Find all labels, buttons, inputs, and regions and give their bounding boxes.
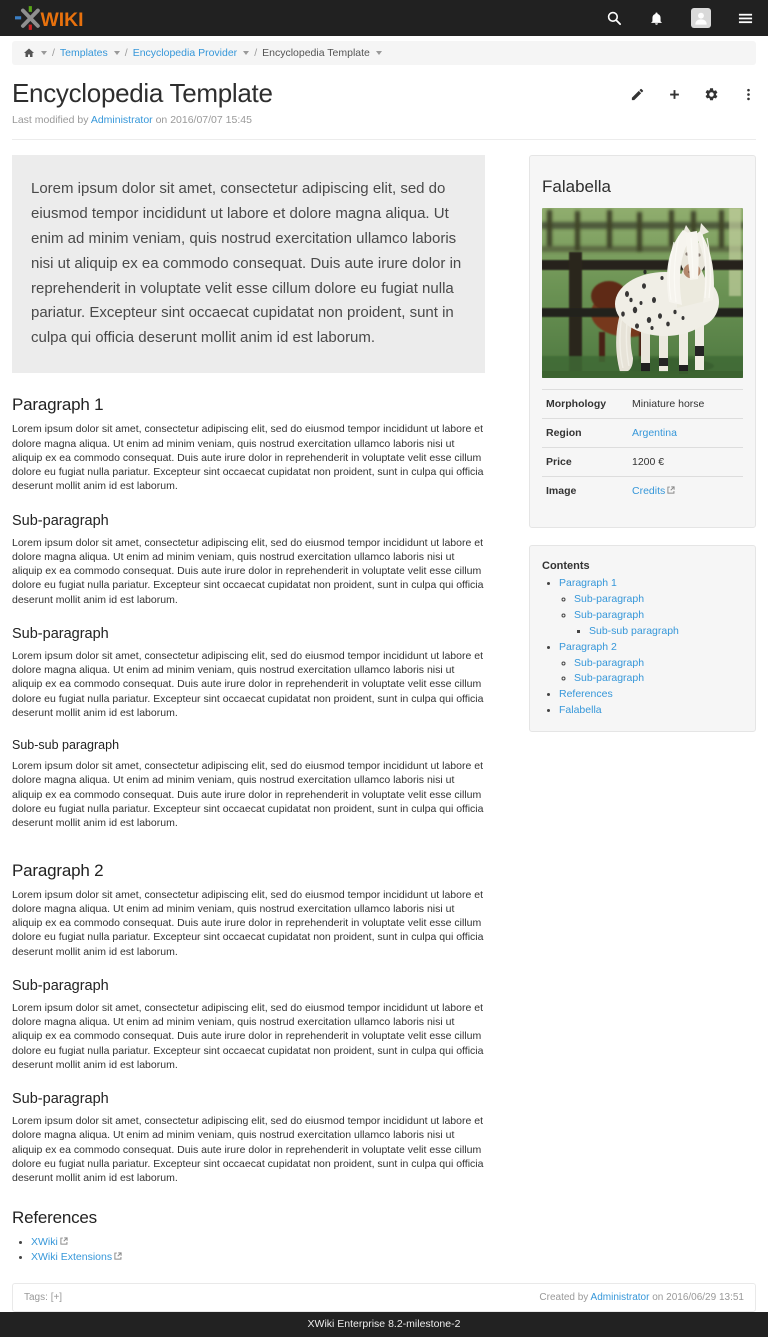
section-paragraph-2 [12,861,485,959]
page-title: Encyclopedia Template [12,78,273,108]
contents-panel [529,545,756,732]
list-item [574,592,743,607]
section-heading: Paragraph 1 [12,395,104,415]
created-by-line: Created by Administrator on 2016/06/29 13:51 [539,1292,744,1304]
section-heading: Paragraph 2 [12,860,104,880]
user-avatar[interactable] [691,8,711,28]
infobox-table [542,389,743,505]
image-credits-link[interactable]: Credits [632,485,666,497]
toc-link-paragraph-2[interactable]: Paragraph 2 [559,640,617,653]
toc-link-sub-sub-paragraph[interactable]: Sub-sub paragraph [589,624,679,637]
external-link-icon [114,1252,122,1260]
section-sub-paragraph [12,626,485,720]
list-item [559,703,743,718]
add-tag-button[interactable]: [+] [50,1292,63,1304]
reference-link-xwiki-extensions[interactable]: XWiki Extensions [31,1251,113,1264]
section-body: Lorem ipsum dolor sit amet, consectetur adipiscing elit, sed do eiusmod tempor incididunt ut labore et dolore magna aliqua. Ut enim ad minim veniam, quis nostrud exercitation ullamco laboris nisi ut aliquip ex ea commodo consequat. Duis aute irure dolor in reprehenderit in voluptate velit esse cillum dolore eu fugiat nulla pariatur. Excepteur sint occaecat cupidatat non proident, sunt in culpa qui officia deserunt mollit anim id est laborum. [12,1001,484,1071]
external-link-icon [667,486,675,494]
section-heading: Sub-paragraph [12,977,109,994]
intro-summary-box: Lorem ipsum dolor sit amet, consectetur adipiscing elit, sed do eiusmod tempor incididunt ut labore et dolore magna aliqua. Ut enim ad minim veniam, quis nostrud exercitation ullamco laboris nisi ut aliquip ex ea commodo consequat. Duis aute irure dolor in reprehenderit in voluptate velit esse cillum dolore eu fugiat nulla pariatur. Excepteur sint occaecat cupidatat non proident, sunt in culpa qui officia deserunt mollit anim id est laborum. [12,155,485,373]
breadcrumb-link-encyclopedia-provider[interactable]: Encyclopedia Provider [132,47,238,59]
table-row [542,477,743,506]
top-navbar [0,0,768,36]
falabella-horse-photo [542,208,743,378]
chevron-down-icon[interactable] [376,51,382,55]
avatar-person-icon [693,10,709,26]
search-icon[interactable] [607,11,622,26]
document-footer [12,1283,756,1312]
xwiki-logo-icon [15,6,103,30]
section-sub-sub-paragraph [12,738,485,830]
chevron-down-icon[interactable] [114,51,120,55]
section-body: Lorem ipsum dolor sit amet, consectetur adipiscing elit, sed do eiusmod tempor incididunt ut labore et dolore magna aliqua. Ut enim ad minim veniam, quis nostrud exercitation ullamco laboris nisi ut aliquip ex ea commodo consequat. Duis aute irure dolor in reprehenderit in voluptate velit esse cillum dolore eu fugiat nulla pariatur. Excepteur sint occaecat cupidatat non proident, sunt in culpa qui officia deserunt mollit anim id est laborum. [12,423,484,493]
section-heading: Sub-sub paragraph [12,738,120,753]
infobox-row-label: Price [542,448,628,477]
list-item [559,576,743,639]
last-modified-line: Last modified by Administrator on 2016/07/07 15:45 [12,114,252,126]
right-sidebar [529,155,756,749]
article-content [12,155,485,1266]
section-sub-paragraph [12,513,485,607]
list-item [574,656,743,671]
section-body: Lorem ipsum dolor sit amet, consectetur adipiscing elit, sed do eiusmod tempor incididunt ut labore et dolore magna aliqua. Ut enim ad minim veniam, quis nostrud exercitation ullamco laboris nisi ut aliquip ex ea commodo consequat. Duis aute irure dolor in reprehenderit in voluptate velit esse cillum dolore eu fugiat nulla pariatur. Excepteur sint occaecat cupidatat non proident, sunt in culpa qui officia deserunt mollit anim id est laborum. [12,649,484,719]
section-paragraph-1 [12,395,485,493]
breadcrumb-current: Encyclopedia Template [262,47,370,59]
section-references [12,1208,485,1267]
infobox-row-value: 1200 € [628,448,743,477]
references-list [31,1235,485,1267]
section-body: Lorem ipsum dolor sit amet, consectetur adipiscing elit, sed do eiusmod tempor incididunt ut labore et dolore magna aliqua. Ut enim ad minim veniam, quis nostrud exercitation ullamco laboris nisi ut aliquip ex ea commodo consequat. Duis aute irure dolor in reprehenderit in voluptate velit esse cillum dolore eu fugiat nulla pariatur. Excepteur sint occaecat cupidatat non proident, sunt in culpa qui officia deserunt mollit anim id est laborum. [12,1115,484,1185]
list-item [559,687,743,702]
section-sub-paragraph [12,978,485,1072]
infobox-panel-falabella [529,155,756,528]
section-heading: References [12,1207,97,1227]
table-row [542,390,743,419]
breadcrumb: / Templates / Encyclopedia Provider / Encyclopedia Template [12,41,756,65]
region-link-argentina[interactable]: Argentina [632,427,677,439]
infobox-title: Falabella [542,177,611,196]
notifications-bell-icon[interactable] [649,11,664,26]
page-actions [630,87,756,102]
contents-title: Contents [542,560,590,572]
settings-gear-icon[interactable] [704,87,719,102]
tags-label: Tags: [24,1292,48,1304]
section-heading: Sub-paragraph [12,512,109,529]
version-text: XWiki Enterprise 8.2-milestone-2 [307,1318,461,1331]
xwiki-logo[interactable] [15,6,103,30]
infobox-row-value: Miniature horse [628,390,743,419]
header-divider [12,139,756,140]
reference-link-xwiki[interactable]: XWiki [31,1235,58,1248]
edit-pencil-icon[interactable] [630,87,645,102]
infobox-row-label: Image [542,477,628,506]
section-sub-paragraph [12,1091,485,1185]
toc-list [559,576,743,718]
section-body: Lorem ipsum dolor sit amet, consectetur adipiscing elit, sed do eiusmod tempor incididunt ut labore et dolore magna aliqua. Ut enim ad minim veniam, quis nostrud exercitation ullamco laboris nisi ut aliquip ex ea commodo consequat. Duis aute irure dolor in reprehenderit in voluptate velit esse cillum dolore eu fugiat nulla pariatur. Excepteur sint occaecat cupidatat non proident, sunt in culpa qui officia deserunt mollit anim id est laborum. [12,888,484,958]
modified-by-user-link[interactable]: Administrator [90,114,153,126]
toc-link-sub-paragraph[interactable]: Sub-paragraph [574,608,645,621]
table-row [542,448,743,477]
chevron-down-icon[interactable] [243,51,249,55]
section-body: Lorem ipsum dolor sit amet, consectetur adipiscing elit, sed do eiusmod tempor incididunt ut labore et dolore magna aliqua. Ut enim ad minim veniam, quis nostrud exercitation ullamco laboris nisi ut aliquip ex ea commodo consequat. Duis aute irure dolor in reprehenderit in voluptate velit esse cillum dolore eu fugiat nulla pariatur. Excepteur sint occaecat cupidatat non proident, sunt in culpa qui officia deserunt mollit anim id est laborum. [12,536,484,606]
list-item [559,640,743,687]
list-item [31,1235,485,1251]
external-link-icon [60,1237,68,1245]
chevron-down-icon[interactable] [41,51,47,55]
list-item [574,608,743,639]
breadcrumb-link-templates[interactable]: Templates [59,47,108,59]
list-item [31,1250,485,1266]
table-row [542,419,743,448]
svg-text:WIKI: WIKI [40,8,84,30]
hamburger-menu-icon[interactable] [738,11,753,26]
list-item [574,671,743,686]
version-footer-bar [0,1312,768,1337]
toc-link-sub-paragraph[interactable]: Sub-paragraph [574,656,645,669]
infobox-row-label: Region [542,419,628,448]
section-heading: Sub-paragraph [12,625,109,642]
toc-link-paragraph-1[interactable]: Paragraph 1 [559,577,617,589]
add-plus-icon[interactable] [667,87,682,102]
toc-link-falabella[interactable]: Falabella [559,704,602,717]
section-body: Lorem ipsum dolor sit amet, consectetur adipiscing elit, sed do eiusmod tempor incididunt ut labore et dolore magna aliqua. Ut enim ad minim veniam, quis nostrud exercitation ullamco laboris nisi ut aliquip ex ea commodo consequat. Duis aute irure dolor in reprehenderit in voluptate velit esse cillum dolore eu fugiat nulla pariatur. Excepteur sint occaecat cupidatat non proident, sunt in culpa qui officia deserunt mollit anim id est laborum. [12,760,484,830]
home-icon[interactable] [23,47,35,59]
infobox-row-label: Morphology [542,390,628,419]
toc-link-sub-paragraph[interactable]: Sub-paragraph [574,592,645,605]
list-item [589,624,743,639]
more-kebab-icon[interactable] [741,87,756,102]
created-by-user-link[interactable]: Administrator [590,1292,650,1304]
toc-link-references[interactable]: References [559,688,613,701]
toc-link-sub-paragraph[interactable]: Sub-paragraph [574,672,645,685]
section-heading: Sub-paragraph [12,1091,109,1108]
